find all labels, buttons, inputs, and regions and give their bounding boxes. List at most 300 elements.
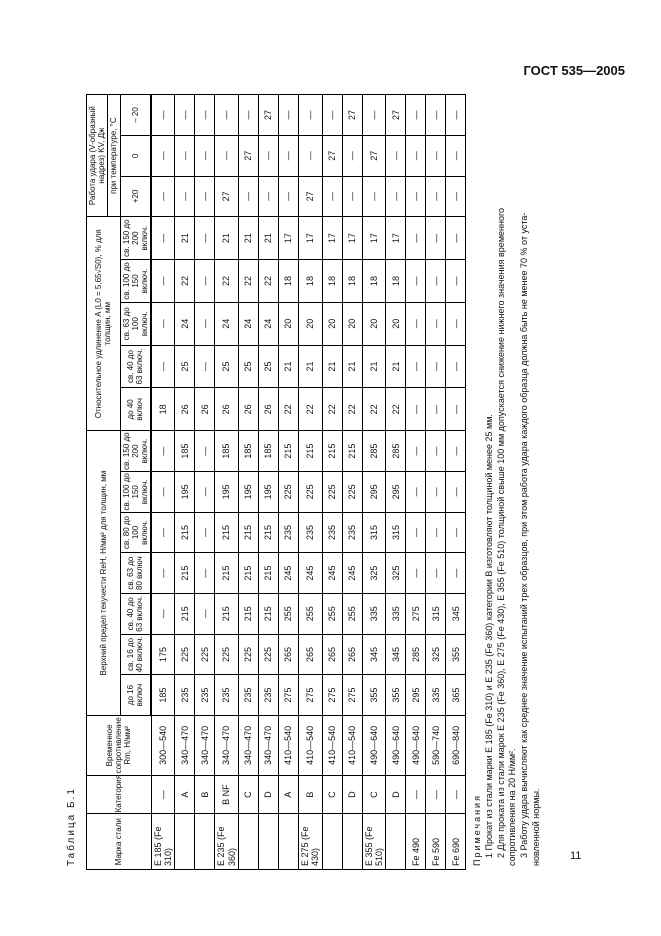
yield-cell: 295 <box>406 675 426 716</box>
elongation-cell: 21 <box>279 345 299 388</box>
yield-cell: 195 <box>259 471 279 512</box>
yield-cell: 235 <box>215 675 239 716</box>
note-1: 1 Прокат из стали марки Е 185 (Fe 310) и Е 235 (Fe 360) категории В изготовляют толщиной менее 25 мм. <box>484 414 495 858</box>
yield-cell: 295 <box>386 471 406 512</box>
yield-cell: 215 <box>299 431 323 472</box>
yield-cell: 295 <box>362 471 386 512</box>
tensile-cell: 690—840 <box>446 715 466 775</box>
yield-cell: — <box>151 553 175 594</box>
elongation-cell: 24 <box>239 302 259 345</box>
elongation-cell: 26 <box>195 388 215 431</box>
yield-cell: 285 <box>406 634 426 675</box>
notes-title: Примечания <box>472 794 483 866</box>
impact-cell: — <box>426 135 446 176</box>
category-cell: — <box>446 775 466 814</box>
elongation-cell: — <box>426 217 446 260</box>
elongation-cell: — <box>195 217 215 260</box>
impact-cell: — <box>239 176 259 217</box>
elongation-cell: 17 <box>279 217 299 260</box>
elongation-cell: 25 <box>215 345 239 388</box>
impact-cell: — <box>259 176 279 217</box>
yield-cell: — <box>195 431 215 472</box>
yield-cell: 235 <box>239 675 259 716</box>
elongation-cell: 18 <box>322 260 342 303</box>
yield-cell: 275 <box>299 675 323 716</box>
elongation-cell: — <box>406 260 426 303</box>
elongation-cell: 20 <box>342 302 362 345</box>
yield-cell: 215 <box>175 553 195 594</box>
yield-cell: — <box>151 512 175 553</box>
yield-cell: — <box>195 593 215 634</box>
tensile-cell: 410—540 <box>299 715 323 775</box>
impact-cell: — <box>175 135 195 176</box>
impact-cell: 27 <box>239 135 259 176</box>
yield-cell: 275 <box>342 675 362 716</box>
yield-cell: 255 <box>279 593 299 634</box>
table-row <box>426 95 446 870</box>
elongation-cell: 21 <box>386 345 406 388</box>
impact-cell: — <box>342 176 362 217</box>
elongation-cell: 21 <box>299 345 323 388</box>
category-cell: A <box>175 775 195 814</box>
impact-cell: — <box>279 135 299 176</box>
elongation-cell: 21 <box>215 217 239 260</box>
impact-cell: 27 <box>322 135 342 176</box>
elongation-cell: 22 <box>239 260 259 303</box>
steel-mark-cell: E 355 (Fe 510) <box>362 814 386 870</box>
steel-mark-cell: Fe 590 <box>426 814 446 870</box>
impact-cell: — <box>446 135 466 176</box>
header-elong-col: св. 40 до 63 включ. <box>120 345 151 388</box>
yield-cell: 275 <box>322 675 342 716</box>
elongation-cell: 22 <box>342 388 362 431</box>
steel-mark-cell <box>239 814 259 870</box>
impact-cell: — <box>151 176 175 217</box>
header-elong-col: св. 100 до 150 включ. <box>120 260 151 303</box>
impact-cell: — <box>386 176 406 217</box>
yield-cell: 255 <box>342 593 362 634</box>
elongation-cell: 22 <box>362 388 386 431</box>
elongation-cell: 26 <box>215 388 239 431</box>
yield-cell: 355 <box>446 634 466 675</box>
yield-cell: 245 <box>279 553 299 594</box>
yield-cell: — <box>151 593 175 634</box>
yield-cell: 335 <box>386 593 406 634</box>
yield-cell: — <box>406 431 426 472</box>
table-row <box>239 95 259 870</box>
impact-cell: — <box>406 95 426 136</box>
steel-mark-cell: E 185 (Fe 310) <box>151 814 175 870</box>
yield-cell: — <box>406 553 426 594</box>
elongation-cell: 22 <box>279 388 299 431</box>
elongation-cell: 18 <box>386 260 406 303</box>
yield-cell: 325 <box>362 553 386 594</box>
table-row <box>322 95 342 870</box>
yield-cell: 235 <box>279 512 299 553</box>
elongation-cell: 26 <box>239 388 259 431</box>
yield-cell: — <box>406 471 426 512</box>
yield-cell: 185 <box>215 431 239 472</box>
yield-cell: 345 <box>446 593 466 634</box>
elongation-cell: 24 <box>259 302 279 345</box>
yield-cell: 225 <box>239 634 259 675</box>
steel-mark-cell <box>386 814 406 870</box>
header-yield-col: до 16 включ <box>120 675 151 716</box>
elongation-cell: — <box>426 260 446 303</box>
note-3: 3 Работу удара вычисляют как среднее значение испытаний трех образцов, при этом работа удара каждого образца должна быть не менее 70 % от уста- <box>519 212 530 858</box>
header-yield-col: св. 40 до 63 включ. <box>120 593 151 634</box>
yield-cell: 285 <box>362 431 386 472</box>
yield-cell: 255 <box>299 593 323 634</box>
elongation-cell: — <box>195 302 215 345</box>
elongation-cell: 17 <box>362 217 386 260</box>
yield-cell: 345 <box>386 634 406 675</box>
yield-cell: 215 <box>239 512 259 553</box>
impact-cell: — <box>175 176 195 217</box>
yield-cell: — <box>426 471 446 512</box>
category-cell: B <box>299 775 323 814</box>
impact-cell: 27 <box>215 176 239 217</box>
elongation-cell: 21 <box>342 345 362 388</box>
elongation-cell: — <box>151 217 175 260</box>
yield-cell: 335 <box>362 593 386 634</box>
yield-cell: 265 <box>279 634 299 675</box>
elongation-cell: 21 <box>175 217 195 260</box>
elongation-cell: 21 <box>239 217 259 260</box>
impact-cell: — <box>215 135 239 176</box>
yield-cell: 325 <box>386 553 406 594</box>
yield-cell: 235 <box>342 512 362 553</box>
header-yield-group: Верхний предел текучести ReH, Н/мм² для толщин, мм <box>87 431 121 716</box>
table-row <box>195 95 215 870</box>
tensile-cell: 340—470 <box>175 715 195 775</box>
yield-cell: 365 <box>446 675 466 716</box>
yield-cell: 335 <box>426 675 446 716</box>
yield-cell: 195 <box>215 471 239 512</box>
yield-cell: 265 <box>322 634 342 675</box>
tensile-cell: 410—540 <box>322 715 342 775</box>
tensile-cell: 490—640 <box>386 715 406 775</box>
yield-cell: 215 <box>279 431 299 472</box>
elongation-cell: 26 <box>175 388 195 431</box>
yield-cell: 215 <box>259 593 279 634</box>
yield-cell: 225 <box>215 634 239 675</box>
table-row <box>342 95 362 870</box>
note-3-cont: новленной нормы. <box>530 788 541 866</box>
tensile-cell: 590—740 <box>426 715 446 775</box>
yield-cell: 225 <box>259 634 279 675</box>
elongation-cell: 18 <box>362 260 386 303</box>
yield-cell: 195 <box>175 471 195 512</box>
elongation-cell: — <box>446 388 466 431</box>
table-row <box>299 95 323 870</box>
yield-cell: 215 <box>239 553 259 594</box>
category-cell: — <box>406 775 426 814</box>
table-row <box>446 95 466 870</box>
steel-mark-cell <box>279 814 299 870</box>
elongation-cell: — <box>151 260 175 303</box>
elongation-cell: 22 <box>386 388 406 431</box>
elongation-cell: 20 <box>299 302 323 345</box>
header-mark: Марка стали <box>87 814 152 870</box>
elongation-cell: 18 <box>299 260 323 303</box>
yield-cell: 215 <box>322 431 342 472</box>
yield-cell: 225 <box>299 471 323 512</box>
elongation-cell: — <box>406 217 426 260</box>
elongation-cell: 22 <box>299 388 323 431</box>
steel-mark-cell: Fe 690 <box>446 814 466 870</box>
yield-cell: 315 <box>426 593 446 634</box>
header-impact-col: – 20 <box>120 95 151 136</box>
yield-cell: — <box>446 431 466 472</box>
elongation-cell: — <box>151 345 175 388</box>
category-cell: D <box>386 775 406 814</box>
elongation-cell: 25 <box>259 345 279 388</box>
tensile-cell: 340—470 <box>259 715 279 775</box>
yield-cell: 185 <box>259 431 279 472</box>
yield-cell: 255 <box>322 593 342 634</box>
yield-cell: 235 <box>259 675 279 716</box>
impact-cell: — <box>151 135 175 176</box>
elongation-cell: 21 <box>362 345 386 388</box>
elongation-cell: — <box>446 260 466 303</box>
yield-cell: 175 <box>151 634 175 675</box>
elongation-cell: 26 <box>259 388 279 431</box>
yield-cell: 275 <box>406 593 426 634</box>
table-row <box>151 95 175 870</box>
table-row <box>279 95 299 870</box>
elongation-cell: — <box>195 345 215 388</box>
category-cell: B NF <box>215 775 239 814</box>
elongation-cell: — <box>195 260 215 303</box>
steel-mark-cell <box>259 814 279 870</box>
elongation-cell: — <box>426 388 446 431</box>
yield-cell: — <box>406 512 426 553</box>
yield-cell: 215 <box>175 593 195 634</box>
header-yield-col: св. 80 до 100 включ. <box>120 512 151 553</box>
tensile-cell: 410—540 <box>342 715 362 775</box>
category-cell: C <box>362 775 386 814</box>
impact-cell: — <box>362 95 386 136</box>
impact-cell: — <box>426 95 446 136</box>
note-2: 2 Для проката из стали марок Е 235 (Fe 360), Е 275 (Fe 430), Е 355 (Fe 510) толщиной свыше 100 мм допускается снижение нижнего значения временного <box>495 207 506 858</box>
elongation-cell: 20 <box>386 302 406 345</box>
yield-cell: 355 <box>362 675 386 716</box>
yield-cell: 215 <box>259 553 279 594</box>
impact-cell: — <box>175 95 195 136</box>
header-tensile: Временное сопротивление Rm, Н/мм² <box>87 715 152 775</box>
elongation-cell: — <box>406 345 426 388</box>
table-caption: Таблица Б.1 <box>66 787 77 866</box>
impact-cell: — <box>279 95 299 136</box>
tensile-cell: 340—470 <box>215 715 239 775</box>
steel-mark-cell: E 235 (Fe 360) <box>215 814 239 870</box>
impact-cell: 27 <box>259 95 279 136</box>
impact-cell: — <box>239 95 259 136</box>
impact-cell: — <box>342 135 362 176</box>
yield-cell: 195 <box>239 471 259 512</box>
elongation-cell: 17 <box>322 217 342 260</box>
yield-cell: — <box>195 471 215 512</box>
yield-cell: 225 <box>279 471 299 512</box>
yield-cell: 235 <box>175 675 195 716</box>
tensile-cell: 490—640 <box>406 715 426 775</box>
category-cell: D <box>342 775 362 814</box>
yield-cell: — <box>151 471 175 512</box>
yield-cell: 185 <box>175 431 195 472</box>
steel-mark-cell <box>175 814 195 870</box>
header-elong-col: св. 150 до 200 включ. <box>120 217 151 260</box>
yield-cell: 215 <box>259 512 279 553</box>
yield-cell: 245 <box>299 553 323 594</box>
impact-cell: — <box>446 95 466 136</box>
elongation-cell: — <box>446 302 466 345</box>
elongation-cell: 22 <box>322 388 342 431</box>
steel-mark-cell <box>322 814 342 870</box>
elongation-cell: 18 <box>342 260 362 303</box>
category-cell: — <box>426 775 446 814</box>
elongation-cell: — <box>446 217 466 260</box>
elongation-cell: 20 <box>322 302 342 345</box>
yield-cell: — <box>426 512 446 553</box>
yield-cell: 235 <box>299 512 323 553</box>
elongation-cell: 24 <box>215 302 239 345</box>
yield-cell: 235 <box>322 512 342 553</box>
yield-cell: 225 <box>342 471 362 512</box>
elongation-cell: 25 <box>175 345 195 388</box>
elongation-cell: 24 <box>175 302 195 345</box>
impact-cell: 27 <box>386 95 406 136</box>
elongation-cell: 22 <box>215 260 239 303</box>
yield-cell: — <box>426 431 446 472</box>
yield-cell: 265 <box>299 634 323 675</box>
yield-cell: 325 <box>426 634 446 675</box>
header-yield-col: св. 100 до 150 включ. <box>120 471 151 512</box>
impact-cell: — <box>386 135 406 176</box>
tensile-cell: 490—640 <box>362 715 386 775</box>
table-row <box>175 95 195 870</box>
tensile-cell: 340—470 <box>195 715 215 775</box>
category-cell: C <box>239 775 259 814</box>
impact-cell: — <box>406 135 426 176</box>
elongation-cell: — <box>151 302 175 345</box>
elongation-cell: 17 <box>299 217 323 260</box>
yield-cell: 215 <box>215 553 239 594</box>
impact-cell: — <box>195 95 215 136</box>
elongation-cell: — <box>406 302 426 345</box>
yield-cell: 315 <box>362 512 386 553</box>
yield-cell: 245 <box>342 553 362 594</box>
header-impact-col: 0 <box>120 135 151 176</box>
yield-cell: — <box>426 553 446 594</box>
impact-cell: 27 <box>299 176 323 217</box>
table-row <box>386 95 406 870</box>
impact-cell: — <box>322 176 342 217</box>
impact-cell: — <box>299 95 323 136</box>
yield-cell: 185 <box>151 675 175 716</box>
impact-cell: — <box>322 95 342 136</box>
category-cell: A <box>279 775 299 814</box>
header-yield-col: св. 16 до 40 включ. <box>120 634 151 675</box>
yield-cell: — <box>446 512 466 553</box>
elongation-cell: 18 <box>151 388 175 431</box>
header-yield-col: св. 150 до 200 включ. <box>120 431 151 472</box>
rotated-table-block <box>66 90 546 870</box>
impact-cell: — <box>426 176 446 217</box>
impact-cell: — <box>195 176 215 217</box>
yield-cell: 285 <box>386 431 406 472</box>
yield-cell: 265 <box>342 634 362 675</box>
elongation-cell: 25 <box>239 345 259 388</box>
elongation-cell: 17 <box>386 217 406 260</box>
yield-cell: — <box>151 431 175 472</box>
category-cell: C <box>322 775 342 814</box>
tensile-cell: 300—540 <box>151 715 175 775</box>
yield-cell: — <box>195 512 215 553</box>
yield-cell: 215 <box>215 512 239 553</box>
table-row <box>362 95 386 870</box>
yield-cell: 185 <box>239 431 259 472</box>
document-title: ГОСТ 535—2005 <box>523 63 625 78</box>
elongation-cell: 21 <box>259 217 279 260</box>
impact-cell: — <box>215 95 239 136</box>
yield-cell: — <box>446 471 466 512</box>
header-impact-temp: при температуре, °C <box>108 95 120 217</box>
steel-mark-cell <box>342 814 362 870</box>
yield-cell: 275 <box>279 675 299 716</box>
impact-cell: 27 <box>362 135 386 176</box>
header-elong-col: св. 63 до 100 включ. <box>120 302 151 345</box>
yield-cell: 225 <box>322 471 342 512</box>
impact-cell: — <box>362 176 386 217</box>
yield-cell: — <box>195 553 215 594</box>
yield-cell: 225 <box>175 634 195 675</box>
notes-block <box>472 90 542 870</box>
table-row <box>406 95 426 870</box>
steel-mark-cell: E 275 (Fe 430) <box>299 814 323 870</box>
elongation-cell: 21 <box>322 345 342 388</box>
elongation-cell: 20 <box>362 302 386 345</box>
header-impact-col: +20 <box>120 176 151 217</box>
category-cell: B <box>195 775 215 814</box>
table-row <box>215 95 239 870</box>
impact-cell: 27 <box>342 95 362 136</box>
header-elong-col: до 40 включ <box>120 388 151 431</box>
yield-cell: — <box>446 553 466 594</box>
elongation-cell: 18 <box>279 260 299 303</box>
page-number: 11 <box>570 850 582 862</box>
impact-cell: — <box>446 176 466 217</box>
steel-mark-cell: Fe 490 <box>406 814 426 870</box>
steel-mark-cell <box>195 814 215 870</box>
yield-cell: 315 <box>386 512 406 553</box>
elongation-cell: 22 <box>175 260 195 303</box>
impact-cell: — <box>279 176 299 217</box>
elongation-cell: — <box>406 388 426 431</box>
steel-properties-table <box>86 94 466 870</box>
elongation-cell: — <box>426 345 446 388</box>
impact-cell: — <box>299 135 323 176</box>
impact-cell: — <box>406 176 426 217</box>
elongation-cell: 22 <box>259 260 279 303</box>
tensile-cell: 340—470 <box>239 715 259 775</box>
yield-cell: 235 <box>195 675 215 716</box>
impact-cell: — <box>195 135 215 176</box>
tensile-cell: 410—540 <box>279 715 299 775</box>
header-impact-group: Работа удара (V-образный надрез) KV, Дж <box>87 95 108 217</box>
impact-cell: — <box>259 135 279 176</box>
header-elongation-group: Относительное удлинение A (L0 = 5,65√S0), % для толщин, мм <box>87 217 121 431</box>
